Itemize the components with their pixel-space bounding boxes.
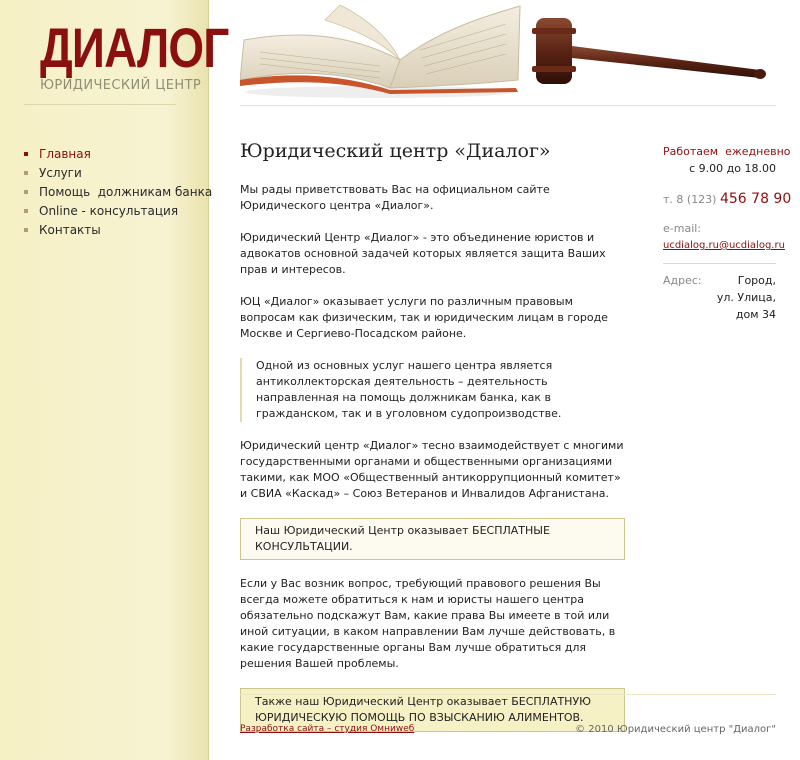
paragraph-partners: Юридический центр «Диалог» тесно взаимодействует с многими государственными органами и общественными организациями такими, как МОО «Общественный антикоррупционный комитет» и СВИА «Каскад» – Союз Ветеранов и Инвалидов Афганистана. <box>240 439 624 500</box>
book-and-gavel-icon <box>240 0 776 104</box>
nav-item-label: Контакты <box>39 223 101 237</box>
paragraph-welcome: Мы рады приветствовать Вас на официальном сайте Юридического центра «Диалог». <box>240 183 550 212</box>
quote-block: Одной из основных услуг нашего центра является антиколлекторская деятельность – деятельность направленная на помощь должникам банка, как в гражданском, так и в уголовном судопроизводстве. <box>240 358 625 422</box>
free-consultation-notice: Наш Юридический Центр оказывает БЕСПЛАТНЫЕ КОНСУЛЬТАЦИИ. <box>240 518 625 560</box>
sidebar <box>0 0 229 760</box>
paragraph-services: ЮЦ «Диалог» оказывает услуги по различным правовым вопросам как физическим, так и юридическим лицам в городе Москве и Сергиево-Посадском районе. <box>240 295 608 340</box>
copyright: © 2010 Юридический центр "Диалог" <box>575 724 776 735</box>
nav-item-debtor-help[interactable] <box>24 183 212 202</box>
paragraph-help: Если у Вас возник вопрос, требующий правового решения Вы всегда можете обратиться к нам и юристы нашего центра обязательно подскажут Вам, какие права Вы имеете в той или иной ситуации, в каком направлении Вам лучше действовать, в какие государственные органы Вам лучше обратиться для решения Вашей проблемы. <box>240 577 616 670</box>
nav-item-services[interactable] <box>24 164 212 183</box>
square-bullet-icon <box>24 152 28 156</box>
phone <box>663 191 792 208</box>
address-line-street: ул. Улица, <box>716 291 776 304</box>
main-nav <box>24 145 212 240</box>
email-link[interactable]: ucdialog.ru@ucdialog.ru <box>663 240 785 251</box>
email-label: e-mail: <box>663 222 702 235</box>
nav-item-label: Помощь должникам банка <box>39 185 213 199</box>
square-bullet-icon <box>24 171 28 175</box>
nav-item-contacts[interactable] <box>24 221 212 240</box>
phone-number: 456 78 90 <box>719 191 792 207</box>
square-bullet-icon <box>24 228 28 232</box>
book-and-gavel-illustration <box>240 0 776 104</box>
sidebar-divider <box>24 104 176 105</box>
nav-item-label: Главная <box>39 147 91 161</box>
logo-title[interactable]: ДИАЛОГ <box>40 16 229 79</box>
nav-item-online-consultation[interactable] <box>24 202 212 221</box>
address-line-city: Город, <box>737 274 776 287</box>
work-hours-time: с 9.00 до 18.00 <box>689 162 776 175</box>
logo-subtitle: ЮРИДИЧЕСКИЙ ЦЕНТР <box>40 78 202 93</box>
developer-link[interactable]: Разработка сайта – студия Омниweб <box>240 724 415 734</box>
square-bullet-icon <box>24 209 28 213</box>
contact-info <box>663 143 792 323</box>
nav-item-label: Online - консультация <box>39 204 179 218</box>
footer-divider <box>240 694 776 695</box>
info-divider <box>663 263 776 264</box>
address <box>663 272 776 323</box>
square-bullet-icon <box>24 190 28 194</box>
nav-item-label: Услуги <box>39 166 82 180</box>
main-content <box>240 140 625 748</box>
header-divider <box>240 105 776 106</box>
address-label: Адрес: <box>663 274 702 287</box>
work-hours-label: Работаем ежедневно <box>663 145 791 158</box>
paragraph-about: Юридический Центр «Диалог» - это объединение юристов и адвокатов основной задачей которых является защита Ваших прав и интересов. <box>240 231 606 276</box>
phone-prefix: т. 8 (123) <box>663 193 717 206</box>
alimony-help-notice: Также наш Юридический Центр оказывает БЕСПЛАТНУЮ ЮРИДИЧЕСКУЮ ПОМОЩЬ ПО ВЗЫСКАНИЮ АЛИМЕНТОВ. <box>240 688 625 732</box>
page-title: Юридический центр «Диалог» <box>240 140 551 162</box>
address-line-house: дом 34 <box>735 308 776 321</box>
nav-item-home[interactable] <box>24 145 212 164</box>
